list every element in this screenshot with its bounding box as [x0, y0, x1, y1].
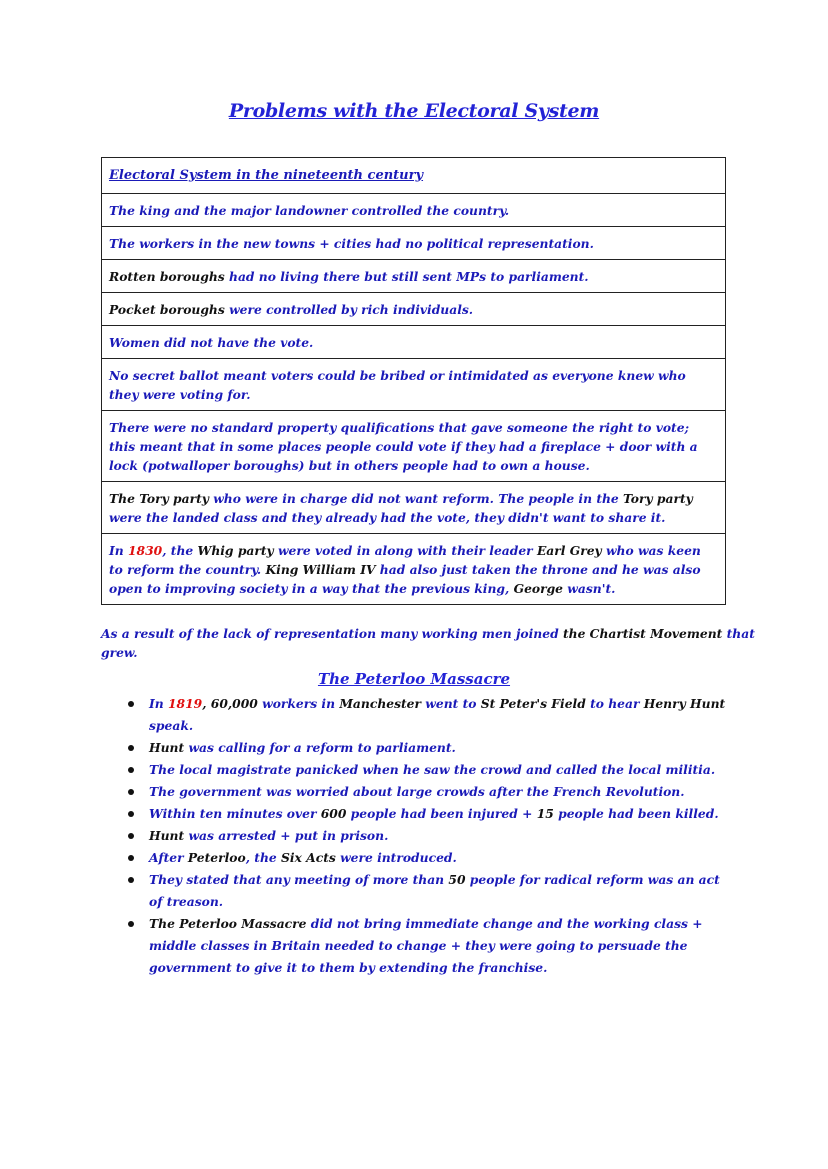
cell-text: were controlled by rich individuals. — [224, 302, 474, 317]
bullet-icon — [128, 701, 134, 707]
bullet-text: was calling for a reform to parliament. — [184, 740, 456, 755]
table-row — [102, 293, 726, 326]
table-cell — [102, 482, 726, 534]
table-row — [102, 260, 726, 293]
table-cell — [102, 411, 726, 482]
bullet-icon — [128, 789, 134, 795]
bullet-text: people had been killed. — [553, 806, 719, 821]
bullet-term: Henry Hunt — [643, 696, 726, 711]
cell-date: 1830 — [127, 543, 163, 558]
cell-text: There were no standard property qualifications that gave someone the right to vote; this meant that in some places people could vote if they had a fireplace + door with a lock (potwalloper boroughs) but in others people had to own a house. — [109, 420, 698, 473]
bullet-term: The Peterloo Massacre — [149, 916, 307, 931]
bullet-term: 600 — [320, 806, 347, 821]
section-title: The Peterloo Massacre — [317, 670, 511, 688]
list-item — [128, 737, 728, 759]
bullet-date: 1819 — [167, 696, 203, 711]
bullet-term: Manchester — [339, 696, 421, 711]
table-header: Electoral System in the nineteenth century — [102, 158, 726, 194]
cell-term: Rotten boroughs — [109, 269, 225, 284]
cell-text: wasn't. — [563, 581, 616, 596]
bullet-text: speak. — [149, 718, 194, 733]
list-item — [128, 693, 728, 737]
electoral-system-table — [101, 157, 726, 605]
bullet-term: Six Acts — [281, 850, 336, 865]
bullet-text: were introduced. — [335, 850, 457, 865]
cell-text: , the — [162, 543, 198, 558]
bullet-text: The local magistrate panicked when he saw the crowd and called the local militia. — [149, 762, 716, 777]
bullet-text: was arrested + put in prison. — [184, 828, 389, 843]
bullet-text: They stated that any meeting of more than — [149, 872, 449, 887]
table-row — [102, 359, 726, 411]
bullet-icon — [128, 767, 134, 773]
table-row — [102, 482, 726, 534]
cell-text: Women did not have the vote. — [109, 335, 314, 350]
bullet-text: workers in — [257, 696, 340, 711]
cell-term: George — [513, 581, 564, 596]
table-row — [102, 326, 726, 359]
table-cell — [102, 227, 726, 260]
cell-term: Pocket boroughs — [109, 302, 225, 317]
cell-text: were voted in along with their leader — [273, 543, 537, 558]
cell-text: The workers in the new towns + cities had no political representation. — [109, 236, 594, 251]
list-item — [128, 847, 728, 869]
bullet-term: St Peter's Field — [480, 696, 586, 711]
table-row — [102, 227, 726, 260]
cell-text: had no living there but still sent MPs to parliament. — [224, 269, 589, 284]
bullet-icon — [128, 877, 134, 883]
bullet-text: In — [149, 696, 168, 711]
bullet-text: The government was worried about large crowds after the French Revolution. — [149, 784, 685, 799]
result-text: that grew. — [101, 626, 755, 660]
table-cell — [102, 326, 726, 359]
table-cell — [102, 534, 726, 605]
cell-text: had also just taken the throne and he was also open to improving society in a way that the previous king, — [109, 562, 701, 596]
bullet-text: people had been injured + — [346, 806, 537, 821]
table-cell — [102, 359, 726, 411]
page-title: Problems with the Electoral System — [228, 100, 600, 122]
result-paragraph — [101, 624, 781, 662]
bullet-icon — [128, 855, 134, 861]
cell-text: In — [109, 543, 128, 558]
bullet-text: After — [149, 850, 188, 865]
cell-term: The Tory party — [109, 491, 209, 506]
table-cell — [102, 194, 726, 227]
list-item — [128, 803, 728, 825]
bullet-term: 50 — [448, 872, 466, 887]
bullet-text: people for radical reform was an act of treason. — [149, 872, 720, 909]
cell-text: who was keen to reform the country. — [109, 543, 701, 577]
bullet-term: , 60,000 — [202, 696, 258, 711]
list-item — [128, 869, 728, 913]
result-text: As a result of the lack of representation many working men joined — [101, 626, 563, 641]
bullet-icon — [128, 833, 134, 839]
bullet-term: Hunt — [149, 740, 185, 755]
bullet-icon — [128, 745, 134, 751]
cell-text: were the landed class and they already had the vote, they didn't want to share it. — [109, 510, 666, 525]
list-item — [128, 781, 728, 803]
list-item — [128, 759, 728, 781]
list-item — [128, 825, 728, 847]
bullet-icon — [128, 811, 134, 817]
cell-text: who were in charge did not want reform. The people in the — [208, 491, 624, 506]
bullet-text: to hear — [585, 696, 644, 711]
cell-text: The king and the major landowner controlled the country. — [109, 203, 510, 218]
bullet-icon — [128, 921, 134, 927]
bullet-term: Hunt — [149, 828, 185, 843]
table-row — [102, 534, 726, 605]
cell-term: Earl Grey — [536, 543, 602, 558]
table-row — [102, 194, 726, 227]
cell-term: Whig party — [197, 543, 274, 558]
list-item — [128, 913, 728, 979]
bullet-text: went to — [421, 696, 481, 711]
bullet-text: did not bring immediate change and the working class + middle classes in Britain needed to change + they were going to persuade the government to give it to them by extending the franchise. — [149, 916, 703, 975]
table-row — [102, 411, 726, 482]
cell-text: No secret ballot meant voters could be bribed or intimidated as everyone knew who they were voting for. — [109, 368, 686, 402]
bullet-text: , the — [245, 850, 281, 865]
bullet-term: 15 — [536, 806, 554, 821]
peterloo-bullet-list — [128, 693, 728, 979]
bullet-text: Within ten minutes over — [149, 806, 321, 821]
table-header-row — [102, 158, 726, 194]
cell-term: King William IV — [265, 562, 376, 577]
table-cell — [102, 260, 726, 293]
result-term: the Chartist Movement — [562, 626, 723, 641]
cell-term: Tory party — [623, 491, 693, 506]
bullet-term: Peterloo — [187, 850, 246, 865]
table-cell — [102, 293, 726, 326]
